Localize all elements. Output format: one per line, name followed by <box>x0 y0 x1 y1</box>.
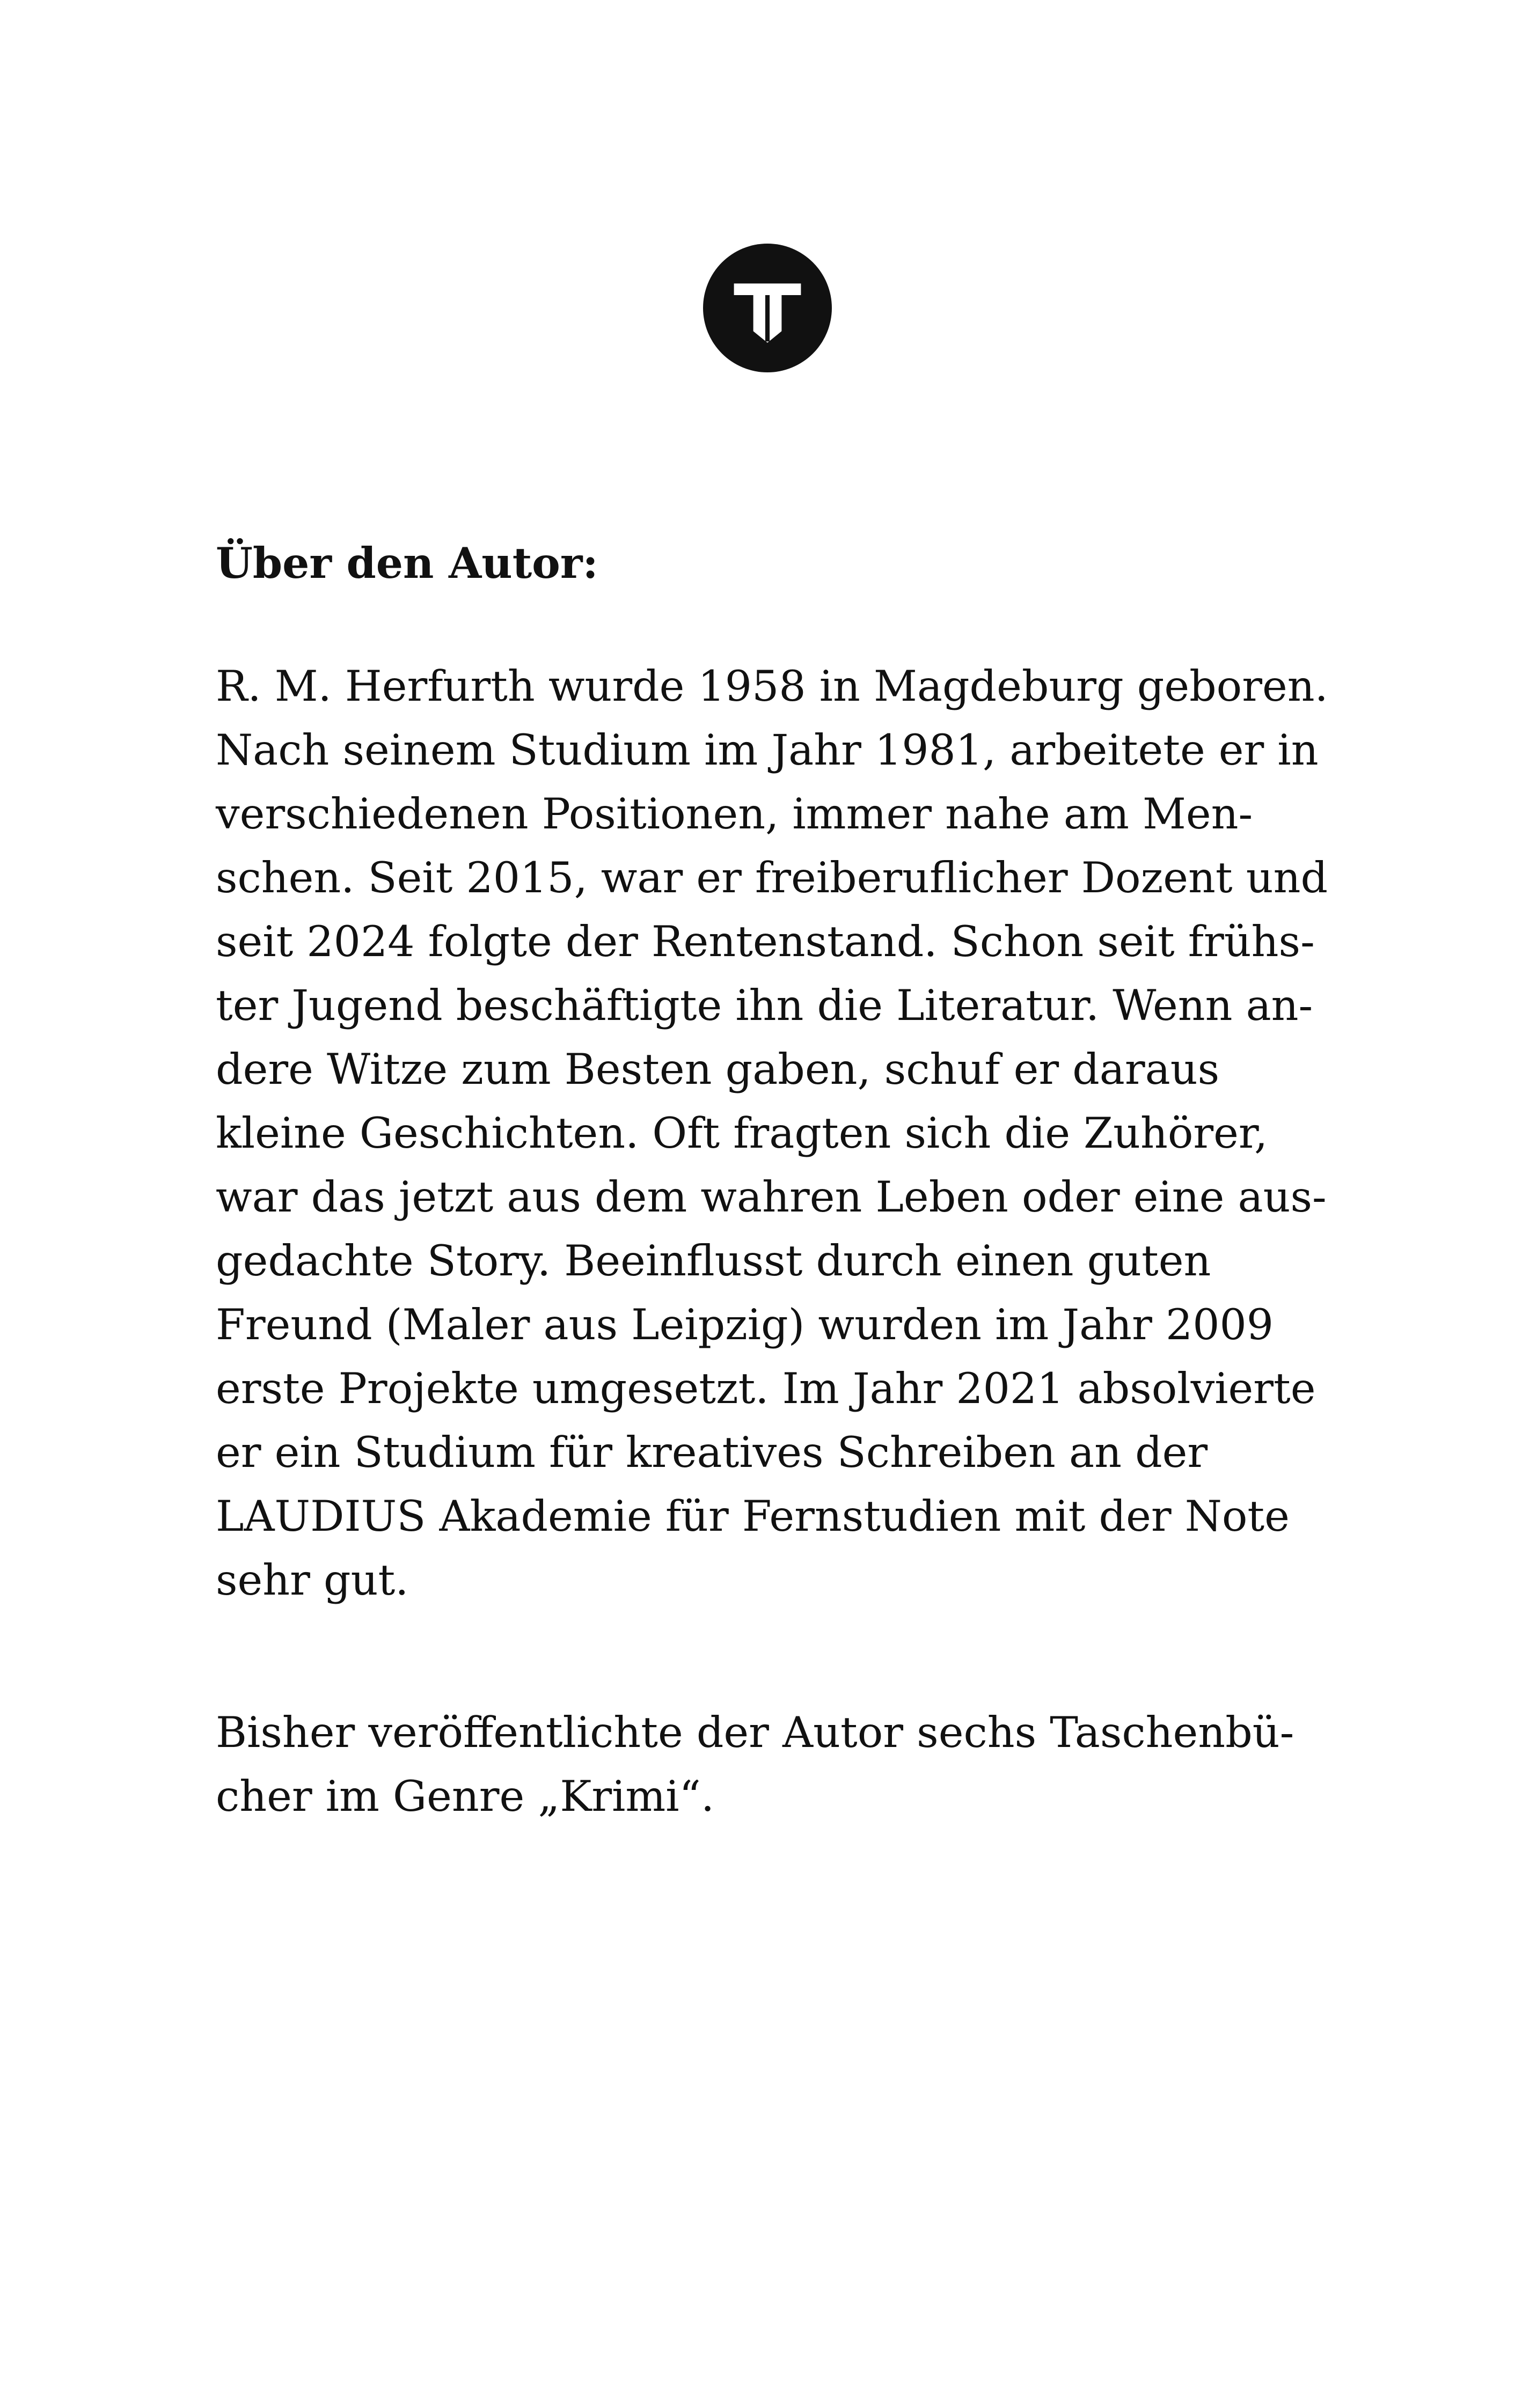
publisher-logo-icon <box>703 244 832 372</box>
text-line: er ein Studium für kreatives Schreiben an der <box>216 1428 1208 1477</box>
section-heading: Über den Autor: <box>216 538 598 588</box>
text-line: cher im Genre „Krimi“. <box>216 1772 715 1821</box>
text-line: dere Witze zum Besten gaben, schuf er daraus <box>216 1045 1220 1094</box>
text-line: kleine Geschichten. Oft fragten sich die Zuhörer, <box>216 1108 1268 1158</box>
text-line: Bisher veröffentlichte der Autor sechs Taschenbü- <box>216 1708 1294 1757</box>
publications-paragraph <box>216 1701 1294 1829</box>
text-line: erste Projekte umgesetzt. Im Jahr 2021 absolvierte <box>216 1364 1316 1413</box>
text-line: seit 2024 folgte der Rentenstand. Schon seit frühs- <box>216 917 1315 966</box>
text-line: Freund (Maler aus Leipzig) wurden im Jahr 2009 <box>216 1300 1274 1349</box>
text-line: ter Jugend beschäftigte ihn die Literatur. Wenn an- <box>216 981 1313 1030</box>
text-line: gedachte Story. Beeinflusst durch einen guten <box>216 1236 1211 1286</box>
text-line: schen. Seit 2015, war er freiberuflicher Dozent und <box>216 853 1328 902</box>
text-line: LAUDIUS Akademie für Fernstudien mit der Note <box>216 1492 1290 1541</box>
text-line: R. M. Herfurth wurde 1958 in Magdeburg geboren. <box>216 662 1328 711</box>
text-line: verschiedenen Positionen, immer nahe am Men- <box>216 789 1253 839</box>
text-line: Nach seinem Studium im Jahr 1981, arbeitete er in <box>216 725 1319 775</box>
text-line: war das jetzt aus dem wahren Leben oder eine aus- <box>216 1172 1327 1222</box>
bio-paragraph <box>216 655 1328 1612</box>
text-line: sehr gut. <box>216 1555 409 1605</box>
